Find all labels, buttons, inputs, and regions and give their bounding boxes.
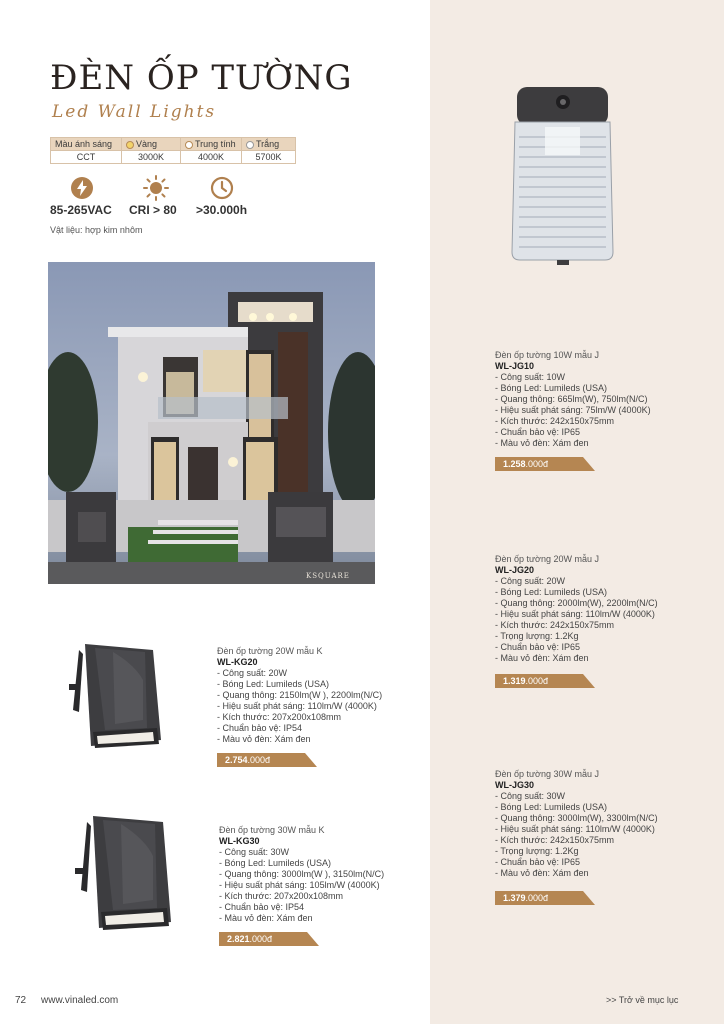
spec-line: - Hiệu suất phát sáng: 105lm/W (4000K) — [219, 880, 380, 890]
product-name: Đèn ốp tường 20W mẫu J — [495, 554, 599, 564]
spec-line: - Bóng Led: Lumileds (USA) — [217, 679, 330, 689]
product-code: WL-KG30 — [219, 836, 260, 846]
price-tag-jg10: 1.258.000đ — [495, 457, 595, 471]
page-title: ĐÈN ỐP TƯỜNG — [50, 58, 353, 98]
cct-header-row — [51, 138, 296, 151]
spec-line: - Chuẩn bảo vệ: IP54 — [219, 902, 305, 912]
product-jg30 — [495, 769, 658, 879]
cct-cell: CCT — [51, 151, 122, 164]
spec-line: - Hiệu suất phát sáng: 110lm/W (4000K) — [495, 824, 655, 834]
product-kg30 — [219, 825, 384, 924]
spec-line: - Bóng Led: Lumileds (USA) — [219, 858, 332, 868]
spec-line: - Màu vỏ đèn: Xám đen — [495, 438, 589, 448]
website-link[interactable]: www.vinaled.com — [41, 995, 119, 1006]
product-code: WL-JG20 — [495, 565, 535, 575]
spec-line: - Trọng lượng: 1.2Kg — [495, 631, 579, 641]
house-photo — [48, 262, 375, 584]
spec-line: - Hiệu suất phát sáng: 110lm/W (4000K) — [217, 701, 377, 711]
page-number: 72 — [15, 995, 27, 1006]
price-tag-jg30: 1.379.000đ — [495, 891, 595, 905]
spec-line: - Công suất: 20W — [217, 668, 288, 678]
product-name: Đèn ốp tường 30W mẫu J — [495, 769, 599, 779]
spec-line: - Quang thông: 2000lm(W), 2200lm(N/C) — [495, 598, 658, 608]
spec-line: - Kích thước: 242x150x75mm — [495, 835, 614, 845]
spec-line: - Màu vỏ đèn: Xám đen — [219, 913, 313, 923]
cct-cell: Màu ánh sáng — [51, 138, 122, 151]
product-name: Đèn ốp tường 10W mẫu J — [495, 350, 599, 360]
product-code: WL-KG20 — [217, 657, 258, 667]
spec-line: - Bóng Led: Lumileds (USA) — [495, 802, 608, 812]
clock-icon — [210, 176, 234, 200]
lifetime-label: >30.000h — [196, 203, 248, 217]
page-subtitle: Led Wall Lights — [52, 102, 217, 122]
lamp-kg20-image — [65, 640, 165, 750]
product-kg20 — [217, 646, 382, 745]
cct-value-row — [51, 151, 296, 164]
spec-line: - Kích thước: 207x200x108mm — [219, 891, 343, 901]
spec-line: - Bóng Led: Lumileds (USA) — [495, 587, 608, 597]
spec-line: - Quang thông: 2150lm(W ), 2200lm(N/C) — [217, 690, 383, 700]
spec-line: - Quang thông: 3000lm(W ), 3150lm(N/C) — [219, 869, 385, 879]
spec-line: - Màu vỏ đèn: Xám đen — [495, 653, 589, 663]
lamp-jg10-image — [505, 82, 620, 267]
spec-line: - Màu vỏ đèn: Xám đen — [495, 868, 589, 878]
cct-cell: Trắng — [242, 138, 296, 151]
white-dot-icon — [246, 141, 254, 149]
cct-cell: 5700K — [242, 151, 296, 164]
spec-line: - Chuẩn bảo vệ: IP65 — [495, 427, 581, 437]
spec-line: - Chuẩn bảo vệ: IP65 — [495, 857, 581, 867]
cct-cell: 4000K — [181, 151, 242, 164]
sun-icon — [142, 174, 170, 202]
spec-line: - Chuẩn bảo vệ: IP65 — [495, 642, 581, 652]
back-to-toc-link[interactable]: >> Trở về mục lục — [606, 995, 679, 1005]
spec-line: - Chuẩn bảo vệ: IP54 — [217, 723, 303, 733]
product-jg20 — [495, 554, 658, 664]
cri-label: CRI > 80 — [129, 203, 177, 217]
spec-line: - Kích thước: 242x150x75mm — [495, 620, 614, 630]
spec-line: - Hiệu suất phát sáng: 110lm/W (4000K) — [495, 609, 655, 619]
product-code: WL-JG10 — [495, 361, 535, 371]
spec-line: - Kích thước: 207x200x108mm — [217, 712, 341, 722]
spec-line: - Hiệu suất phát sáng: 75lm/W (4000K) — [495, 405, 651, 415]
spec-line: - Công suất: 30W — [219, 847, 290, 857]
spec-line: - Kích thước: 242x150x75mm — [495, 416, 614, 426]
spec-line: - Quang thông: 3000lm(W), 3300lm(N/C) — [495, 813, 658, 823]
cct-cell: Vàng — [122, 138, 181, 151]
product-name: Đèn ốp tường 20W mẫu K — [217, 646, 323, 656]
yellow-dot-icon — [126, 141, 134, 149]
spec-line: - Trọng lượng: 1.2Kg — [495, 846, 579, 856]
spec-line: - Màu vỏ đèn: Xám đen — [217, 734, 311, 744]
neutral-dot-icon — [185, 141, 193, 149]
product-jg10 — [495, 350, 651, 449]
cct-cell: 3000K — [122, 151, 181, 164]
lamp-kg30-image — [73, 812, 178, 934]
price-tag-kg30: 2.821.000đ — [219, 932, 319, 946]
cct-table — [50, 137, 296, 164]
spec-line: - Quang thông: 665lm(W), 750lm(N/C) — [495, 394, 648, 404]
spec-line: - Công suất: 20W — [495, 576, 566, 586]
photo-watermark: KSQUARE — [306, 572, 350, 580]
spec-line: - Bóng Led: Lumileds (USA) — [495, 383, 608, 393]
product-name: Đèn ốp tường 30W mẫu K — [219, 825, 325, 835]
price-tag-jg20: 1.319.000đ — [495, 674, 595, 688]
cct-cell: Trung tính — [181, 138, 242, 151]
product-code: WL-JG30 — [495, 780, 535, 790]
lightning-icon — [70, 176, 94, 200]
spec-line: - Công suất: 10W — [495, 372, 566, 382]
material-text: Vật liệu: hợp kim nhôm — [50, 225, 143, 235]
spec-line: - Công suất: 30W — [495, 791, 566, 801]
voltage-label: 85-265VAC — [50, 203, 112, 217]
price-tag-kg20: 2.754.000đ — [217, 753, 317, 767]
